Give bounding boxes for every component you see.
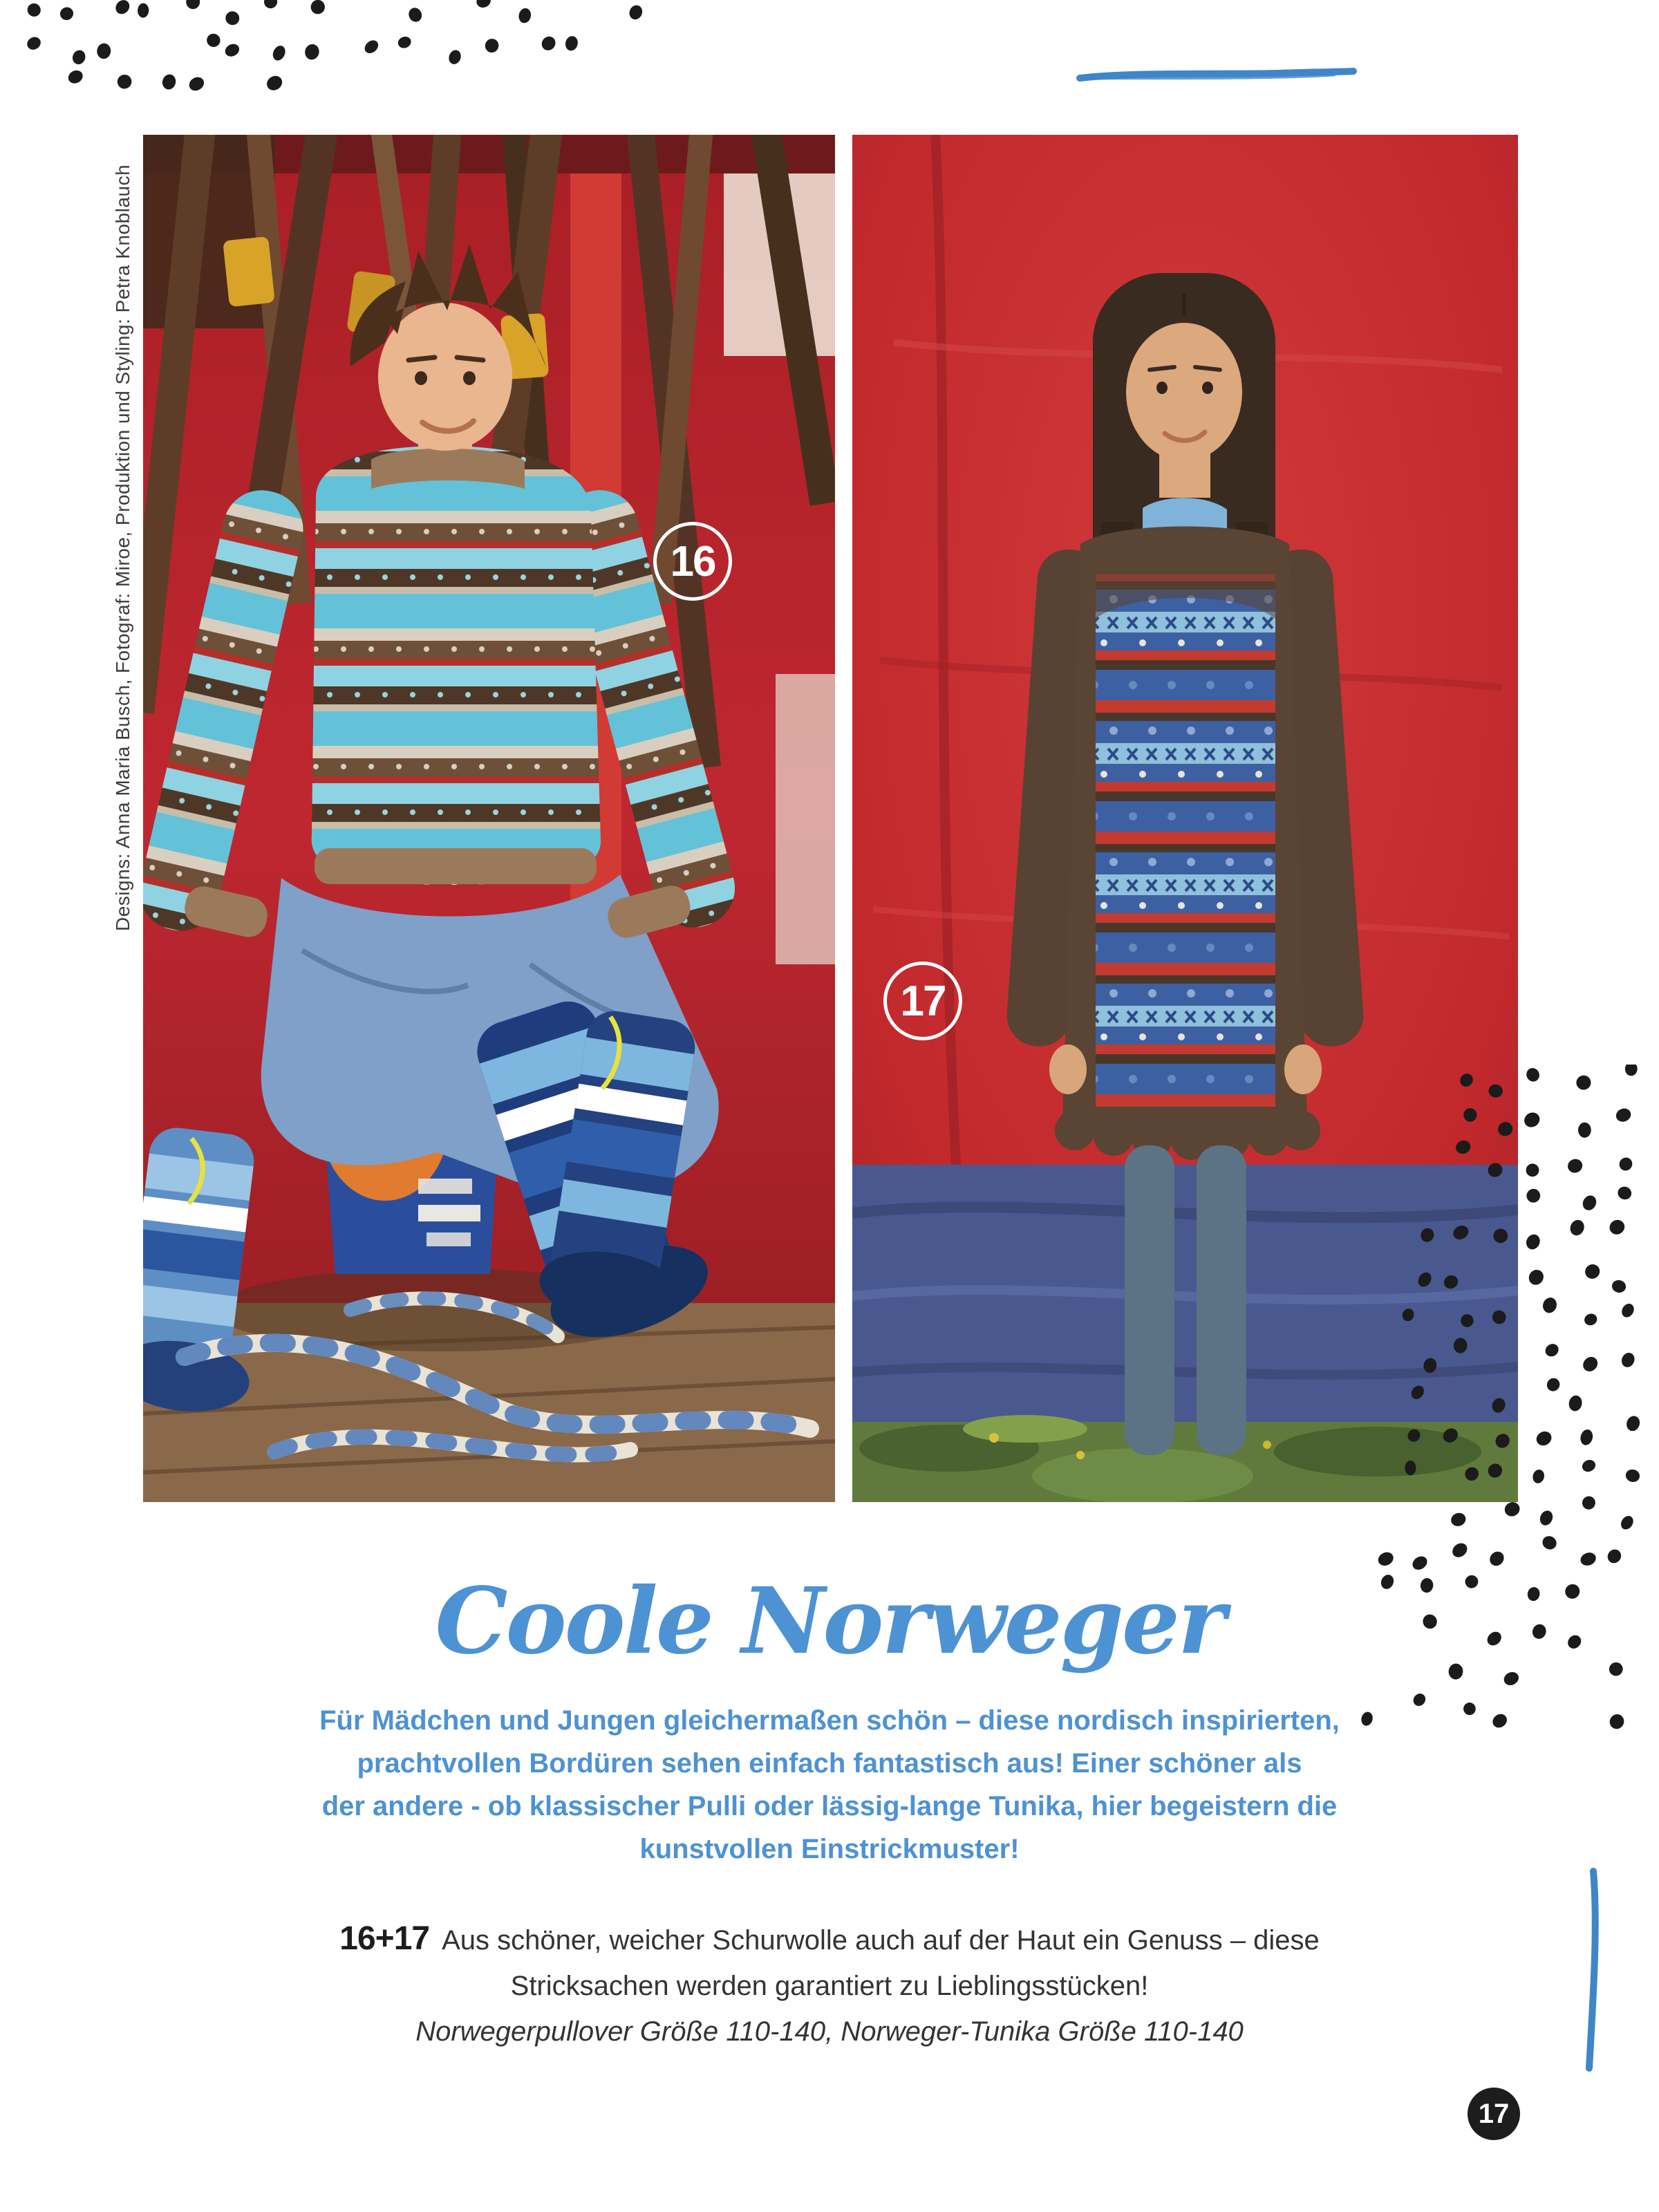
boy-photo-illustration xyxy=(143,135,835,1502)
pattern-info xyxy=(207,1916,1452,2054)
pattern-numbers-label: 16+17 xyxy=(339,1920,430,1957)
intro-line: Für Mädchen und Jungen gleichermaßen schön – diese nordisch inspirierten, xyxy=(319,1705,1340,1736)
page-number: 17 xyxy=(1478,2098,1510,2129)
photo-badge-17-number: 17 xyxy=(900,977,946,1025)
intro-line: der andere - ob klassischer Pulli oder lässig-lange Tunika, hier begeistern die xyxy=(321,1791,1338,1821)
page-number-badge xyxy=(1468,2088,1520,2140)
girl-photo-illustration xyxy=(852,135,1518,1502)
intro-line: prachtvollen Bordüren sehen einfach fantastisch aus! Einer schöner als xyxy=(357,1748,1302,1779)
photo-badge-16-number: 16 xyxy=(670,537,715,585)
blue-stroke-bottom-right xyxy=(1589,1871,1595,2068)
photo-badge-16 xyxy=(653,522,732,601)
photo-badge-17 xyxy=(883,962,962,1040)
photo-girl-norwegian-tunic xyxy=(852,135,1518,1502)
photo-boy-norwegian-sweater xyxy=(143,135,835,1502)
grass xyxy=(852,1415,1518,1502)
pattern-description-line: Stricksachen werden garantiert zu Lieblingsstücken! xyxy=(510,1971,1149,2001)
intro-line: kunstvollen Einstrickmuster! xyxy=(639,1834,1020,1864)
page-title: Coole Norweger xyxy=(435,1568,1224,1675)
intro-paragraph xyxy=(242,1699,1417,1871)
pattern-info-line1 xyxy=(207,1916,1452,1963)
photo-credit: Designs: Anna Maria Busch, Fotograf: Miroe, Produktion und Styling: Petra Knoblauch xyxy=(112,164,133,931)
blue-tarp xyxy=(852,1165,1518,1422)
dot-pattern-top-left xyxy=(0,0,650,138)
pattern-sizes-line: Norwegerpullover Größe 110-140, Norweger-Tunika Größe 110-140 xyxy=(415,2016,1244,2047)
pattern-description-line: Aus schöner, weicher Schurwolle auch auf der Haut ein Genuss – diese xyxy=(442,1925,1320,1956)
